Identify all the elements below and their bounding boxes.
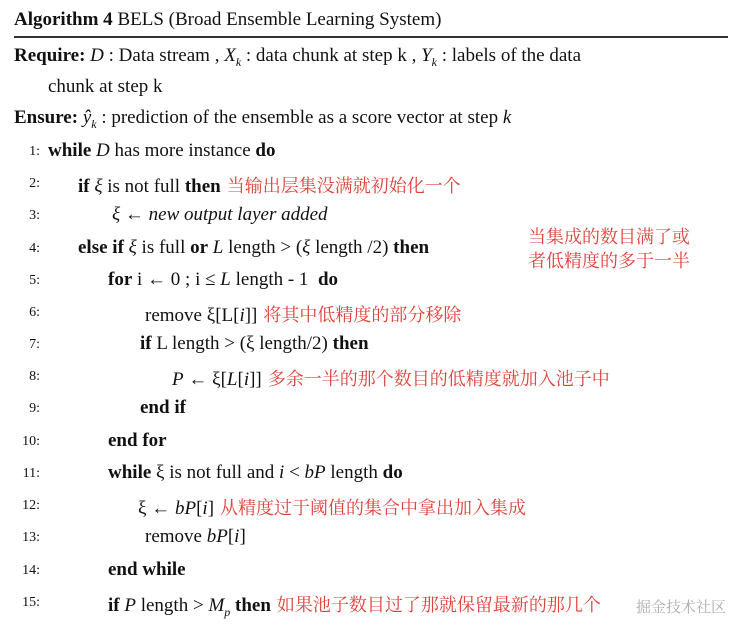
annotation: 当输出层集没满就初始化一个: [226, 176, 461, 197]
annotation-row: 当集成的数目满了或: [528, 227, 690, 248]
require-continuation: chunk at step k: [48, 76, 163, 97]
line-number: 1:: [29, 144, 40, 159]
line-number: 13:: [22, 530, 40, 545]
line-number: 14:: [22, 563, 40, 578]
require-line: Require: D : Data stream , $X_k$ : data chunk at step k , $Y_k$ : labels of the data: [14, 45, 582, 69]
line-number: 3:: [29, 208, 40, 223]
line-number: 11:: [22, 466, 40, 481]
algorithm-name: BELS (Broad Ensemble Learning System): [117, 9, 442, 30]
line-number: 4:: [29, 241, 40, 256]
line-number: 6:: [29, 305, 40, 320]
line-number: 15:: [22, 595, 40, 610]
annotation-row: 者低精度的多于一半: [528, 251, 690, 272]
annotation-line-4: [528, 226, 690, 274]
algorithm-label: Algorithm 4: [14, 9, 113, 30]
top-rule: [14, 36, 728, 38]
algorithm-title: [14, 9, 441, 31]
annotation: 将其中低精度的部分移除: [263, 305, 462, 326]
line-number: 10:: [22, 434, 40, 449]
annotation: 如果池子数目过了那就保留最新的那几个: [276, 595, 601, 616]
watermark: 掘金技术社区: [636, 598, 727, 616]
ensure-line: Ensure: $ŷ_k$ : prediction of the ensemble as a score vector at step k: [14, 107, 512, 131]
line-number: 5:: [29, 273, 40, 288]
line-number: 8:: [29, 369, 40, 384]
require-keyword: Require:: [14, 45, 86, 66]
line-number: 12:: [22, 498, 40, 513]
annotation: 从精度过于阈值的集合中拿出加入集成: [220, 498, 527, 519]
line-number: 7:: [29, 337, 40, 352]
annotation: 多余一半的那个数目的低精度就加入池子中: [267, 369, 610, 390]
line-number: 2:: [29, 176, 40, 191]
line-number: 9:: [29, 401, 40, 416]
ensure-keyword: Ensure:: [14, 107, 79, 128]
